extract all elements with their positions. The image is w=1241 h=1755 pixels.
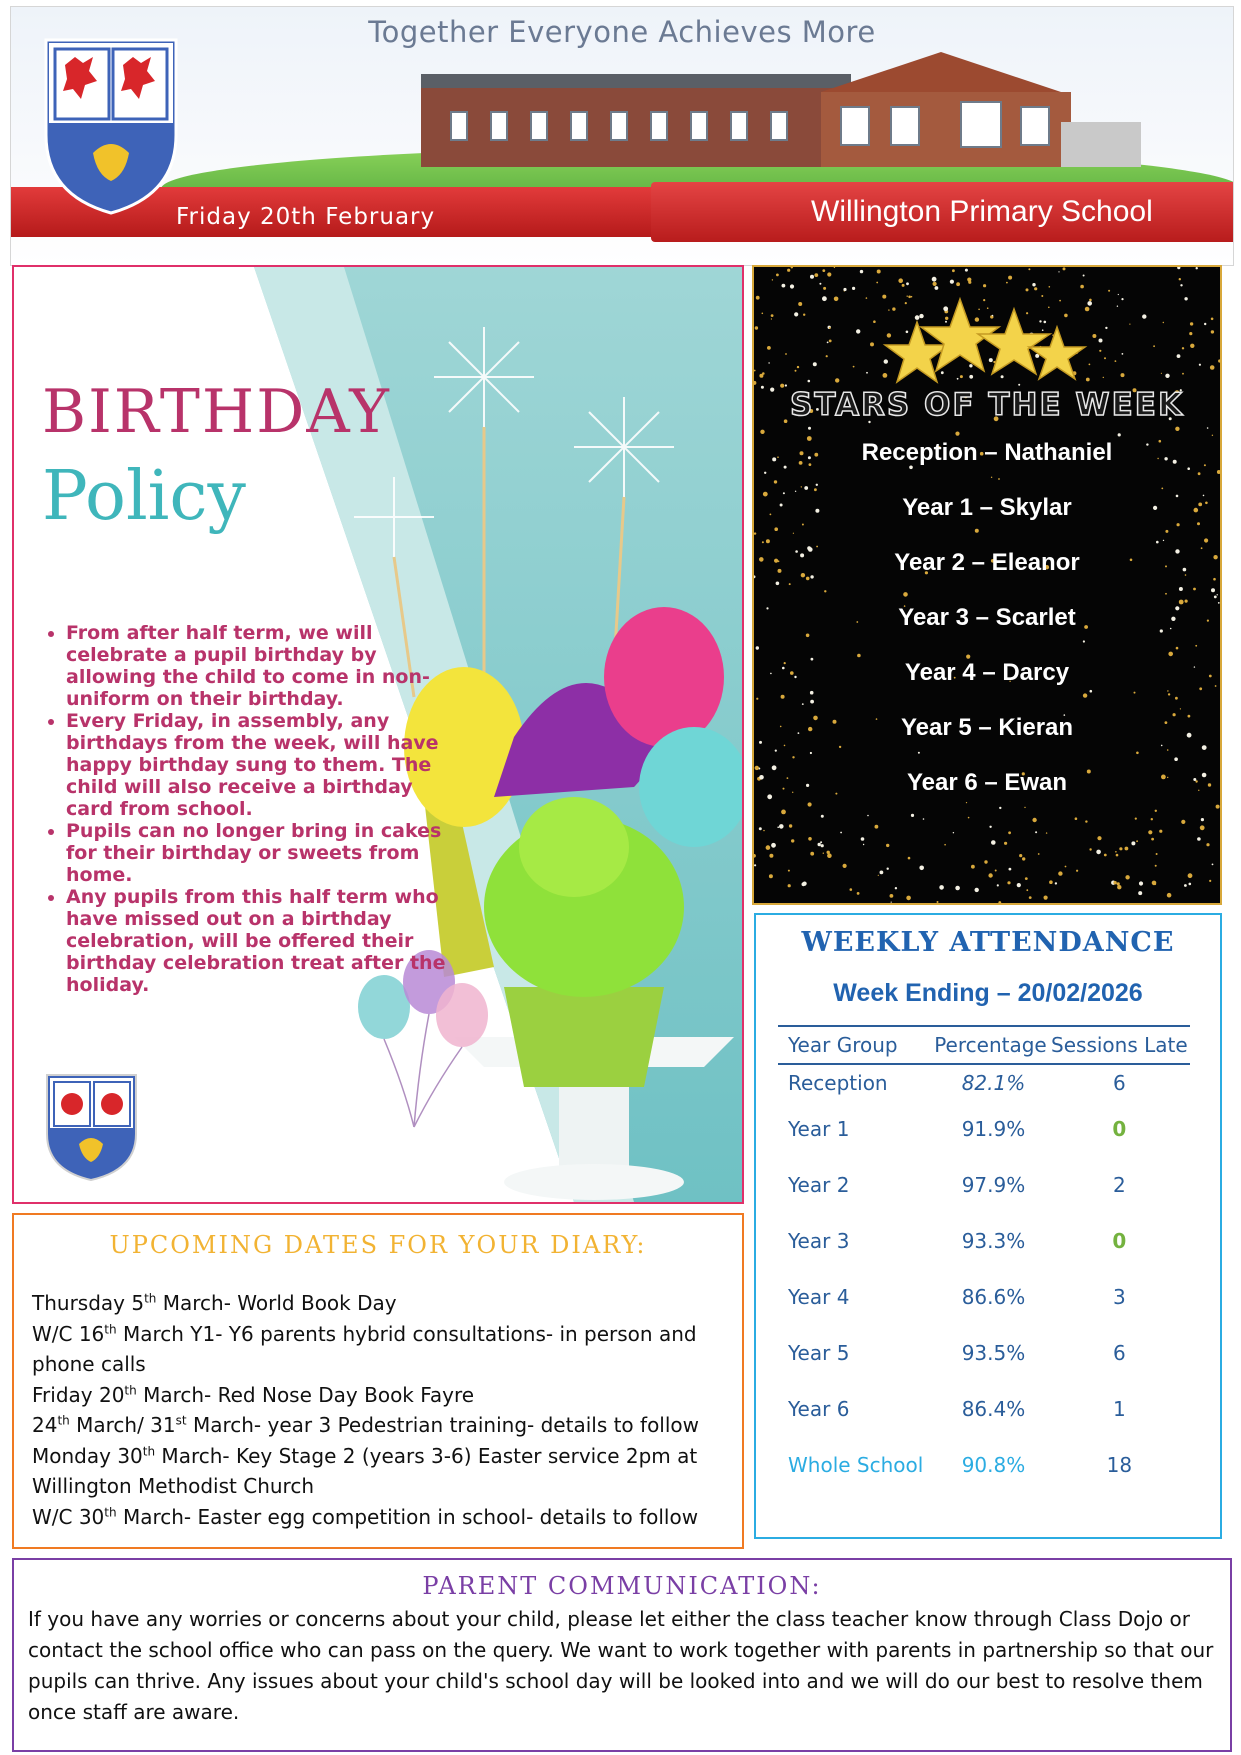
year-group-cell: Year 2	[788, 1173, 850, 1197]
date-suffix: th	[104, 1321, 117, 1336]
year-group-cell: Reception	[788, 1071, 888, 1095]
list-item	[32, 1410, 732, 1441]
school-crest-icon	[41, 35, 181, 215]
parent-communication-title: PARENT COMMUNICATION:	[422, 1572, 822, 1600]
year-group-cell: Year 3	[788, 1229, 850, 1253]
table-header-row	[778, 1026, 1190, 1064]
percentage-cell: 91.9%	[961, 1117, 1026, 1141]
date-text: March- Easter egg competition in school- details to follow	[116, 1504, 699, 1529]
stars-of-the-week-panel	[752, 265, 1222, 905]
year-group-cell: Year 1	[788, 1117, 850, 1141]
upcoming-dates-list	[32, 1288, 732, 1532]
birthday-title: BIRTHDAY	[42, 377, 391, 447]
list-item: Year 2 – Eleanor	[894, 549, 1080, 576]
percentage-cell: 86.4%	[961, 1397, 1026, 1421]
late-cell: 0	[1112, 1229, 1127, 1253]
list-item: Year 4 – Darcy	[904, 659, 1070, 686]
date-text: March- year 3 Pedestrian training- details to follow	[186, 1413, 700, 1437]
date-text: W/C 16	[32, 1321, 105, 1346]
table-row	[778, 1395, 1190, 1451]
late-cell: 18	[1106, 1453, 1133, 1477]
list-item	[32, 1441, 732, 1502]
list-item	[32, 1502, 732, 1533]
stars-list	[754, 438, 1220, 823]
column-header-sessions-late: Sessions Late	[1049, 1026, 1190, 1064]
date-suffix: th	[57, 1413, 70, 1428]
year-group-cell: Year 4	[788, 1285, 850, 1309]
column-header-year-group: Year Group	[778, 1026, 928, 1064]
list-item: • Every Friday, in assembly, any birthdays from the week, will have happy birthday sung to them. The child will also receive a birthday card from school.	[66, 710, 456, 820]
attendance-title: WEEKLY ATTENDANCE	[801, 927, 1175, 958]
school-crest-small-icon	[44, 1072, 139, 1182]
percentage-cell: 93.3%	[961, 1229, 1026, 1253]
date-suffix: st	[175, 1413, 187, 1428]
newsletter-header	[10, 6, 1234, 266]
list-item: Year 5 – Kieran	[900, 714, 1074, 741]
gold-stars-icon	[885, 299, 1085, 382]
parent-communication-text: If you have any worries or concerns about your child, please let either the class teacher know through Class Dojo or contact the school office who can pass on the query. We want to work together with parents in partnership so that our pupils can thrive. Any issues about your child's school day will be looked into and we will do our best to resolve them once staff are aware.	[28, 1607, 1214, 1724]
list-item: Reception – Nathaniel	[861, 439, 1113, 466]
stars-title: STARS OF THE WEEK	[790, 387, 1184, 423]
date-text: March/ 31	[69, 1413, 176, 1437]
birthday-policy-list	[42, 622, 456, 996]
table-row	[778, 1283, 1190, 1339]
late-cell: 2	[1112, 1173, 1126, 1197]
list-item: • Any pupils from this half term who have missed out on a birthday celebration, will be offered their birthday celebration treat after the holiday.	[66, 886, 456, 996]
attendance-week-ending: Week Ending – 20/02/2026	[833, 979, 1143, 1007]
table-row-whole-school	[778, 1451, 1190, 1507]
year-group-cell: Whole School	[788, 1453, 924, 1477]
late-cell: 6	[1112, 1341, 1126, 1365]
percentage-cell: 97.9%	[961, 1173, 1026, 1197]
date-text: Thursday 5	[32, 1291, 145, 1315]
school-building-illustration	[421, 52, 1141, 167]
list-item: • From after half term, we will celebrate a pupil birthday by allowing the child to come in non-uniform on their birthday.	[66, 622, 456, 710]
date-text: March- World Book Day	[156, 1291, 397, 1315]
date-text: March- Key Stage 2 (years 3-6) Easter service 2pm at Willington Methodist Church	[32, 1443, 698, 1498]
date-text: March- Red Nose Day Book Fayre	[136, 1382, 475, 1407]
table-row	[778, 1171, 1190, 1227]
column-header-percentage: Percentage	[928, 1026, 1048, 1064]
date-text: Friday 20	[32, 1382, 125, 1407]
table-row	[778, 1339, 1190, 1395]
date-text: 24	[32, 1413, 58, 1437]
percentage-cell: 93.5%	[961, 1341, 1026, 1365]
newsletter-date: Friday 20th February	[176, 204, 436, 230]
date-suffix: th	[124, 1382, 137, 1397]
percentage-cell: 86.6%	[961, 1285, 1026, 1309]
attendance-table	[778, 1025, 1190, 1507]
birthday-policy-subtitle: Policy	[42, 457, 246, 536]
upcoming-dates-title: UPCOMING DATES FOR YOUR DIARY:	[109, 1231, 647, 1259]
list-item: Year 1 – Skylar	[902, 494, 1072, 521]
date-suffix: th	[104, 1504, 117, 1519]
date-suffix: th	[144, 1291, 157, 1306]
birthday-policy-panel	[12, 265, 744, 1204]
list-item: Year 6 – Ewan	[906, 769, 1068, 796]
list-item: Year 3 – Scarlet	[898, 604, 1076, 631]
date-text: Monday 30	[32, 1443, 143, 1468]
school-motto: Together Everyone Achieves More	[368, 15, 876, 49]
late-cell: 0	[1112, 1117, 1127, 1141]
list-item	[32, 1319, 732, 1380]
list-item	[32, 1380, 732, 1411]
date-text: W/C 30	[32, 1504, 105, 1529]
school-name: Willington Primary School	[811, 195, 1153, 228]
table-row	[778, 1115, 1190, 1171]
late-cell: 1	[1112, 1397, 1126, 1421]
weekly-attendance-panel	[754, 913, 1222, 1539]
upcoming-dates-panel	[12, 1213, 744, 1549]
table-row	[778, 1064, 1190, 1115]
list-item: • Pupils can no longer bring in cakes for their birthday or sweets from home.	[66, 820, 456, 886]
percentage-cell: 82.1%	[961, 1071, 1026, 1095]
percentage-cell: 90.8%	[961, 1453, 1026, 1477]
year-group-cell: Year 5	[788, 1341, 850, 1365]
late-cell: 3	[1112, 1285, 1126, 1309]
year-group-cell: Year 6	[788, 1397, 850, 1421]
date-suffix: th	[142, 1443, 156, 1458]
table-row	[778, 1227, 1190, 1283]
list-item	[32, 1288, 732, 1319]
parent-communication-panel	[12, 1558, 1232, 1752]
date-text: March Y1- Y6 parents hybrid consultations- in person and phone calls	[32, 1321, 697, 1376]
late-cell: 6	[1112, 1071, 1126, 1095]
